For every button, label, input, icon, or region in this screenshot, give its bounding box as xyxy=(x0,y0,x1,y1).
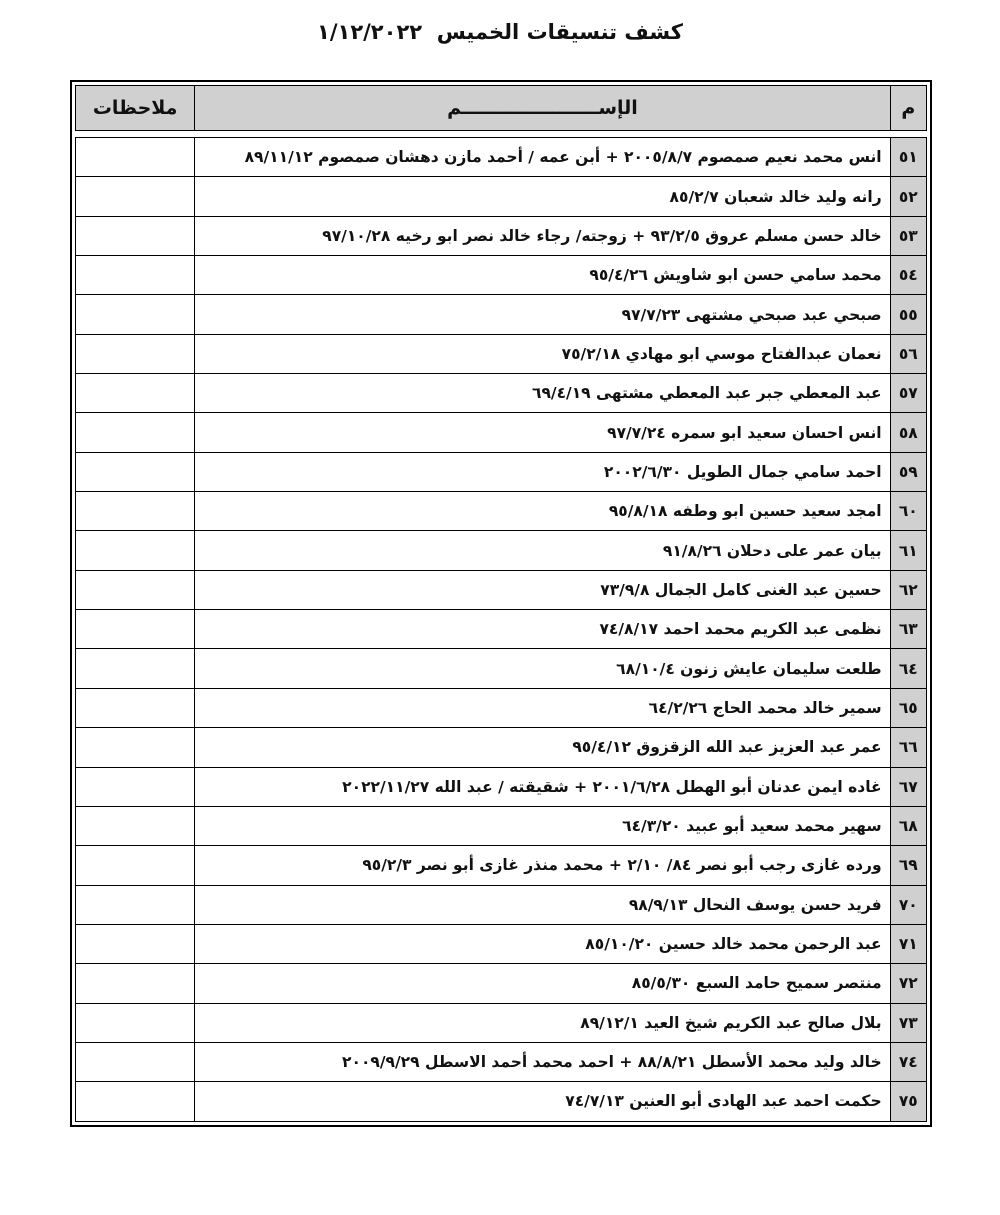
table-row xyxy=(76,138,927,177)
notes-cell xyxy=(76,806,195,845)
table-row xyxy=(76,1003,927,1042)
row-number-cell: ٥٢ xyxy=(890,177,926,216)
notes-cell xyxy=(76,256,195,295)
table-row xyxy=(76,295,927,334)
name-cell: خالد حسن مسلم عروق ٩٣/٢/٥ + زوجته/ رجاء خالد نصر ابو رخيه ٩٧/١٠/٢٨ xyxy=(195,216,890,255)
spacer-cell xyxy=(195,131,890,138)
spacer-cell xyxy=(76,131,195,138)
row-number-cell: ٦٠ xyxy=(890,492,926,531)
coordination-sheet xyxy=(70,80,932,1127)
table-body xyxy=(76,131,927,1122)
notes-cell xyxy=(76,138,195,177)
notes-cell xyxy=(76,295,195,334)
notes-cell xyxy=(76,1003,195,1042)
table-row xyxy=(76,413,927,452)
table-row xyxy=(76,531,927,570)
row-number-cell: ٥١ xyxy=(890,138,926,177)
row-number-cell: ٥٧ xyxy=(890,374,926,413)
spacer-cell xyxy=(890,131,926,138)
row-number-cell: ٧٠ xyxy=(890,885,926,924)
table-row xyxy=(76,1082,927,1121)
row-number-cell: ٥٩ xyxy=(890,452,926,491)
page-title: كشف تنسيقات الخميس ١/١٢/٢٠٢٢ xyxy=(317,20,683,44)
name-column-header: الإســـــــــــــــــــــم xyxy=(195,86,890,131)
table-row xyxy=(76,256,927,295)
notes-cell xyxy=(76,1082,195,1121)
name-cell: عبد الرحمن محمد خالد حسين ٨٥/١٠/٢٠ xyxy=(195,924,890,963)
name-cell: انس محمد نعيم صمصوم ٢٠٠٥/٨/٧ + أبن عمه / أحمد مازن دهشان صمصوم ٨٩/١١/١٢ xyxy=(195,138,890,177)
name-cell: صبحي عبد صبحي مشتهى ٩٧/٧/٢٣ xyxy=(195,295,890,334)
row-number-cell: ٦٤ xyxy=(890,649,926,688)
row-number-cell: ٦٢ xyxy=(890,570,926,609)
name-cell: رانه وليد خالد شعبان ٨٥/٢/٧ xyxy=(195,177,890,216)
table-row xyxy=(76,334,927,373)
notes-cell xyxy=(76,570,195,609)
name-cell: بيان عمر على دحلان ٩١/٨/٢٦ xyxy=(195,531,890,570)
table-row xyxy=(76,964,927,1003)
notes-cell xyxy=(76,964,195,1003)
notes-cell xyxy=(76,728,195,767)
name-cell: نظمى عبد الكريم محمد احمد ٧٤/٨/١٧ xyxy=(195,610,890,649)
name-cell: محمد سامي حسن ابو شاويش ٩٥/٤/٢٦ xyxy=(195,256,890,295)
table-row xyxy=(76,649,927,688)
notes-cell xyxy=(76,1042,195,1081)
notes-cell xyxy=(76,374,195,413)
notes-column-header: ملاحظات xyxy=(76,86,195,131)
name-cell: خالد وليد محمد الأسطل ٨٨/٨/٢١ + احمد محمد أحمد الاسطل ٢٠٠٩/٩/٢٩ xyxy=(195,1042,890,1081)
row-number-cell: ٧٣ xyxy=(890,1003,926,1042)
row-number-cell: ٧٥ xyxy=(890,1082,926,1121)
table-row xyxy=(76,767,927,806)
name-cell: عمر عبد العزيز عبد الله الزقزوق ٩٥/٤/١٢ xyxy=(195,728,890,767)
table-row xyxy=(76,806,927,845)
name-cell: ورده غازى رجب أبو نصر ٨٤/ ٢/١٠ + محمد منذر غازى أبو نصر ٩٥/٢/٣ xyxy=(195,846,890,885)
table-row xyxy=(76,688,927,727)
name-cell: منتصر سميح حامد السبع ٨٥/٥/٣٠ xyxy=(195,964,890,1003)
row-number-cell: ٦٧ xyxy=(890,767,926,806)
name-cell: بلال صالح عبد الكريم شيخ العيد ٨٩/١٢/١ xyxy=(195,1003,890,1042)
notes-cell xyxy=(76,413,195,452)
notes-cell xyxy=(76,334,195,373)
row-number-cell: ٧٤ xyxy=(890,1042,926,1081)
table-row xyxy=(76,924,927,963)
name-cell: امجد سعيد حسين ابو وطفه ٩٥/٨/١٨ xyxy=(195,492,890,531)
name-cell: نعمان عبدالفتاح موسي ابو مهادي ٧٥/٢/١٨ xyxy=(195,334,890,373)
row-number-cell: ٧١ xyxy=(890,924,926,963)
names-table xyxy=(75,85,927,1122)
notes-cell xyxy=(76,924,195,963)
row-number-cell: ٧٢ xyxy=(890,964,926,1003)
name-cell: سهير محمد سعيد أبو عبيد ٦٤/٣/٢٠ xyxy=(195,806,890,845)
table-row xyxy=(76,846,927,885)
table-row xyxy=(76,610,927,649)
notes-cell xyxy=(76,452,195,491)
table-row xyxy=(76,177,927,216)
notes-cell xyxy=(76,216,195,255)
row-number-cell: ٥٣ xyxy=(890,216,926,255)
table-row xyxy=(76,492,927,531)
name-cell: طلعت سليمان عايش زنون ٦٨/١٠/٤ xyxy=(195,649,890,688)
row-number-cell: ٦٥ xyxy=(890,688,926,727)
row-number-cell: ٦١ xyxy=(890,531,926,570)
name-cell: احمد سامي جمال الطويل ٢٠٠٢/٦/٣٠ xyxy=(195,452,890,491)
table-row xyxy=(76,728,927,767)
row-number-cell: ٥٦ xyxy=(890,334,926,373)
notes-cell xyxy=(76,885,195,924)
name-cell: انس احسان سعيد ابو سمره ٩٧/٧/٢٤ xyxy=(195,413,890,452)
name-cell: حكمت احمد عبد الهادى أبو العنين ٧٤/٧/١٣ xyxy=(195,1082,890,1121)
row-number-cell: ٥٤ xyxy=(890,256,926,295)
table-row xyxy=(76,452,927,491)
notes-cell xyxy=(76,649,195,688)
table-row xyxy=(76,374,927,413)
notes-cell xyxy=(76,767,195,806)
row-number-cell: ٦٦ xyxy=(890,728,926,767)
number-column-header: م xyxy=(890,86,926,131)
name-cell: عبد المعطي جبر عبد المعطي مشتهى ٦٩/٤/١٩ xyxy=(195,374,890,413)
row-number-cell: ٦٩ xyxy=(890,846,926,885)
notes-cell xyxy=(76,492,195,531)
table-row xyxy=(76,570,927,609)
table-row xyxy=(76,1042,927,1081)
row-number-cell: ٦٨ xyxy=(890,806,926,845)
notes-cell xyxy=(76,177,195,216)
notes-cell xyxy=(76,531,195,570)
notes-cell xyxy=(76,846,195,885)
row-number-cell: ٦٣ xyxy=(890,610,926,649)
header-spacer-row xyxy=(76,131,927,138)
notes-cell xyxy=(76,610,195,649)
name-cell: حسين عبد الغنى كامل الجمال ٧٣/٩/٨ xyxy=(195,570,890,609)
name-cell: غاده ايمن عدنان أبو الهطل ٢٠٠١/٦/٢٨ + شقيقته / عبد الله ٢٠٢٢/١١/٢٧ xyxy=(195,767,890,806)
notes-cell xyxy=(76,688,195,727)
table-row xyxy=(76,216,927,255)
table-header-row xyxy=(76,86,927,131)
table-row xyxy=(76,885,927,924)
row-number-cell: ٥٥ xyxy=(890,295,926,334)
name-cell: فريد حسن يوسف النحال ٩٨/٩/١٣ xyxy=(195,885,890,924)
name-cell: سمير خالد محمد الحاج ٦٤/٢/٢٦ xyxy=(195,688,890,727)
row-number-cell: ٥٨ xyxy=(890,413,926,452)
